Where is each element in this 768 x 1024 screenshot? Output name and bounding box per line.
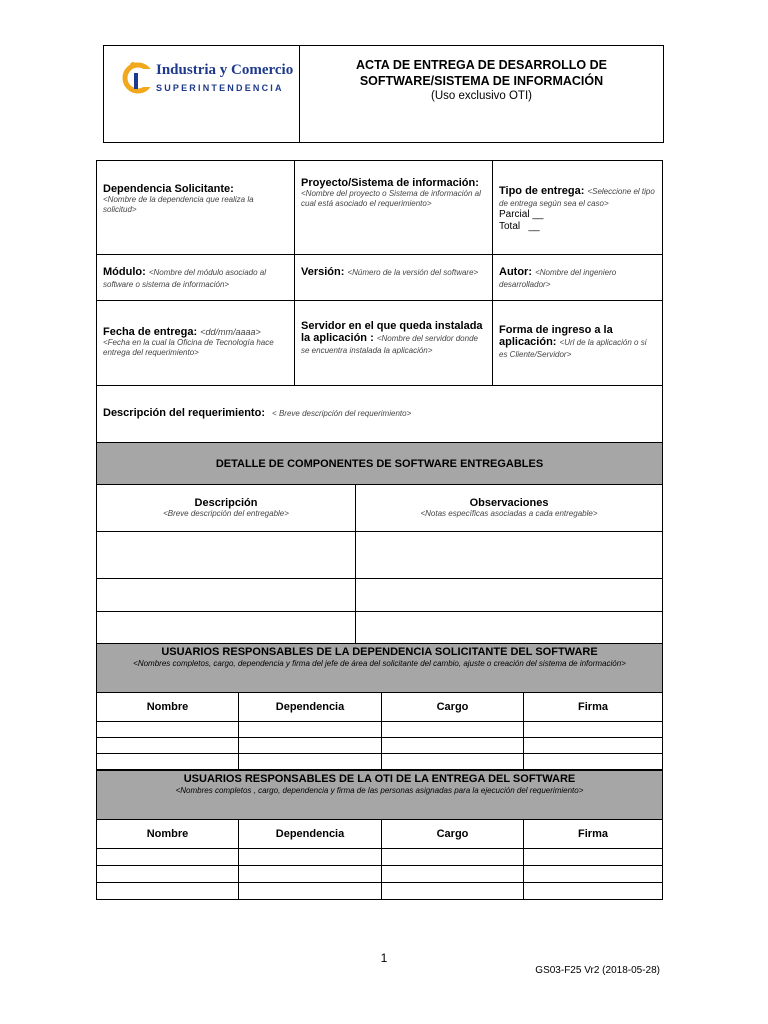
- fecha-format-hint: <dd/mm/aaaa>: [200, 327, 261, 337]
- componentes-table: [96, 484, 663, 645]
- usuarios-oti-title: USUARIOS RESPONSABLES DE LA OTI DE LA ENTREGA DEL SOFTWARE: [183, 773, 576, 785]
- cargo-column-header: Cargo: [382, 693, 524, 722]
- forma-ingreso-cell[interactable]: [492, 300, 663, 386]
- servidor-hint: <Nombre del servidor donde se encuentra instalada la aplicación>: [301, 334, 478, 355]
- table-row: [97, 532, 663, 579]
- table-cell[interactable]: [382, 849, 524, 866]
- servidor-cell[interactable]: [294, 300, 493, 386]
- proyecto-cell[interactable]: [294, 160, 493, 255]
- cargo-column-header: Cargo: [382, 820, 524, 849]
- table-cell[interactable]: [239, 754, 382, 770]
- table-cell[interactable]: [382, 722, 524, 738]
- table-cell[interactable]: [356, 579, 663, 612]
- usuarios-oti-hint: <Nombres completos , cargo, dependencia y firma de las personas asignadas para la ejecución del requerimiento>: [175, 786, 584, 795]
- table-row: [97, 754, 663, 770]
- descripcion-header-label: Descripción: [194, 497, 258, 509]
- usuarios-oti-table: [96, 819, 663, 900]
- table-row: [97, 579, 663, 612]
- fecha-entrega-hint: <Fecha en la cual la Oficina de Tecnología hace entrega del requerimiento>: [103, 338, 274, 357]
- dependencia-column-header: Dependencia: [239, 820, 382, 849]
- table-header-row: [97, 485, 663, 532]
- version-label: Versión:: [301, 266, 345, 278]
- proyecto-label: Proyecto/Sistema de información:: [301, 177, 479, 189]
- modulo-cell[interactable]: [96, 254, 295, 301]
- nombre-column-header: Nombre: [97, 693, 239, 722]
- forma-ingreso-label: Forma de ingreso a la aplicación:: [499, 324, 613, 348]
- usuarios-dependencia-hint: <Nombres completos, cargo, dependencia y firma del jefe de área del solicitante del cambio, ajuste o creación del sistema de información>: [133, 659, 626, 668]
- table-cell[interactable]: [524, 849, 663, 866]
- servidor-label: Servidor en el que queda instalada la aplicación :: [301, 320, 483, 344]
- usuarios-dependencia-table: [96, 692, 663, 770]
- descripcion-header-hint: <Breve descripción del entregable>: [163, 509, 289, 518]
- componentes-section-title: DETALLE DE COMPONENTES DE SOFTWARE ENTREGABLES: [96, 442, 663, 485]
- fecha-entrega-cell[interactable]: [96, 300, 295, 386]
- table-row: [97, 866, 663, 883]
- dependencia-cell[interactable]: [96, 160, 295, 255]
- autor-cell[interactable]: [492, 254, 663, 301]
- autor-label: Autor:: [499, 266, 532, 278]
- logo-subtext: SUPERINTENDENCIA: [156, 83, 284, 93]
- document-header: [103, 45, 664, 143]
- sic-logo-icon: [121, 59, 155, 97]
- table-cell[interactable]: [524, 866, 663, 883]
- descripcion-requerimiento-label: Descripción del requerimiento:: [103, 407, 265, 419]
- table-cell[interactable]: [97, 612, 356, 645]
- table-cell[interactable]: [524, 722, 663, 738]
- table-cell[interactable]: [239, 849, 382, 866]
- table-cell[interactable]: [239, 722, 382, 738]
- table-cell[interactable]: [97, 579, 356, 612]
- table-cell[interactable]: [97, 532, 356, 579]
- table-row: [97, 883, 663, 900]
- tipo-entrega-cell[interactable]: [492, 160, 663, 255]
- document-title-line1: ACTA DE ENTREGA DE DESARROLLO DE: [356, 58, 607, 72]
- table-cell[interactable]: [97, 754, 239, 770]
- table-row: [97, 849, 663, 866]
- document-code: GS03-F25 Vr2 (2018-05-28): [535, 965, 660, 976]
- table-cell[interactable]: [239, 866, 382, 883]
- logo-text: Industria y Comercio: [156, 62, 294, 78]
- observaciones-header-label: Observaciones: [469, 497, 549, 509]
- descripcion-requerimiento-hint: < Breve descripción del requerimiento>: [272, 409, 412, 418]
- descripcion-column-header: [97, 485, 356, 532]
- table-row: [97, 738, 663, 754]
- total-option[interactable]: Total __: [499, 221, 540, 232]
- parcial-option[interactable]: Parcial __: [499, 209, 544, 220]
- version-cell[interactable]: [294, 254, 493, 301]
- table-header-row: [97, 820, 663, 849]
- table-header-row: [97, 693, 663, 722]
- observaciones-column-header: [356, 485, 663, 532]
- table-cell[interactable]: [524, 738, 663, 754]
- table-cell[interactable]: [382, 738, 524, 754]
- dependencia-label: Dependencia Solicitante:: [103, 183, 234, 195]
- descripcion-requerimiento-cell[interactable]: [96, 385, 663, 443]
- title-cell: [300, 46, 663, 142]
- table-cell[interactable]: [97, 738, 239, 754]
- table-cell[interactable]: [239, 738, 382, 754]
- autor-hint: <Nombre del ingeniero desarrollador>: [499, 268, 617, 289]
- table-cell[interactable]: [356, 532, 663, 579]
- table-cell[interactable]: [239, 883, 382, 900]
- usuarios-dependencia-title: USUARIOS RESPONSABLES DE LA DEPENDENCIA SOLICITANTE DEL SOFTWARE: [161, 646, 598, 658]
- forma-ingreso-hint: <Url de la aplicación o si es Cliente/Servidor>: [499, 338, 647, 359]
- table-row: [97, 722, 663, 738]
- usuarios-dependencia-section-title: [96, 643, 663, 693]
- proyecto-hint: <Nombre del proyecto o Sistema de información al cual está asociado el requerimiento>: [301, 189, 481, 208]
- table-cell[interactable]: [382, 866, 524, 883]
- table-cell[interactable]: [97, 866, 239, 883]
- document-title-line2: SOFTWARE/SISTEMA DE INFORMACIÓN: [359, 74, 604, 88]
- logo-cell: [104, 46, 300, 142]
- dependencia-column-header: Dependencia: [239, 693, 382, 722]
- dependencia-hint: <Nombre de la dependencia que realiza la solicitud>: [103, 195, 254, 214]
- table-cell[interactable]: [97, 722, 239, 738]
- table-row: [97, 612, 663, 645]
- table-cell[interactable]: [97, 883, 239, 900]
- modulo-hint: <Nombre del módulo asociado al software o sistema de información>: [103, 268, 267, 289]
- fecha-entrega-label: Fecha de entrega:: [103, 326, 198, 338]
- tipo-entrega-label: Tipo de entrega:: [499, 185, 585, 197]
- usuarios-oti-section-title: [96, 770, 663, 820]
- modulo-label: Módulo:: [103, 266, 146, 278]
- page-number: 1: [380, 951, 388, 965]
- document-subtitle: (Uso exclusivo OTI): [431, 90, 532, 102]
- tipo-entrega-hint: <Seleccione el tipo de entrega según sea el caso>: [499, 187, 655, 208]
- nombre-column-header: Nombre: [97, 820, 239, 849]
- table-cell[interactable]: [356, 612, 663, 645]
- table-cell[interactable]: [382, 754, 524, 770]
- observaciones-header-hint: <Notas específicas asociadas a cada entregable>: [420, 509, 598, 518]
- table-cell[interactable]: [382, 883, 524, 900]
- version-hint: <Número de la versión del software>: [347, 268, 479, 277]
- table-cell[interactable]: [524, 883, 663, 900]
- table-cell[interactable]: [524, 754, 663, 770]
- firma-column-header: Firma: [524, 820, 663, 849]
- firma-column-header: Firma: [524, 693, 663, 722]
- table-cell[interactable]: [97, 849, 239, 866]
